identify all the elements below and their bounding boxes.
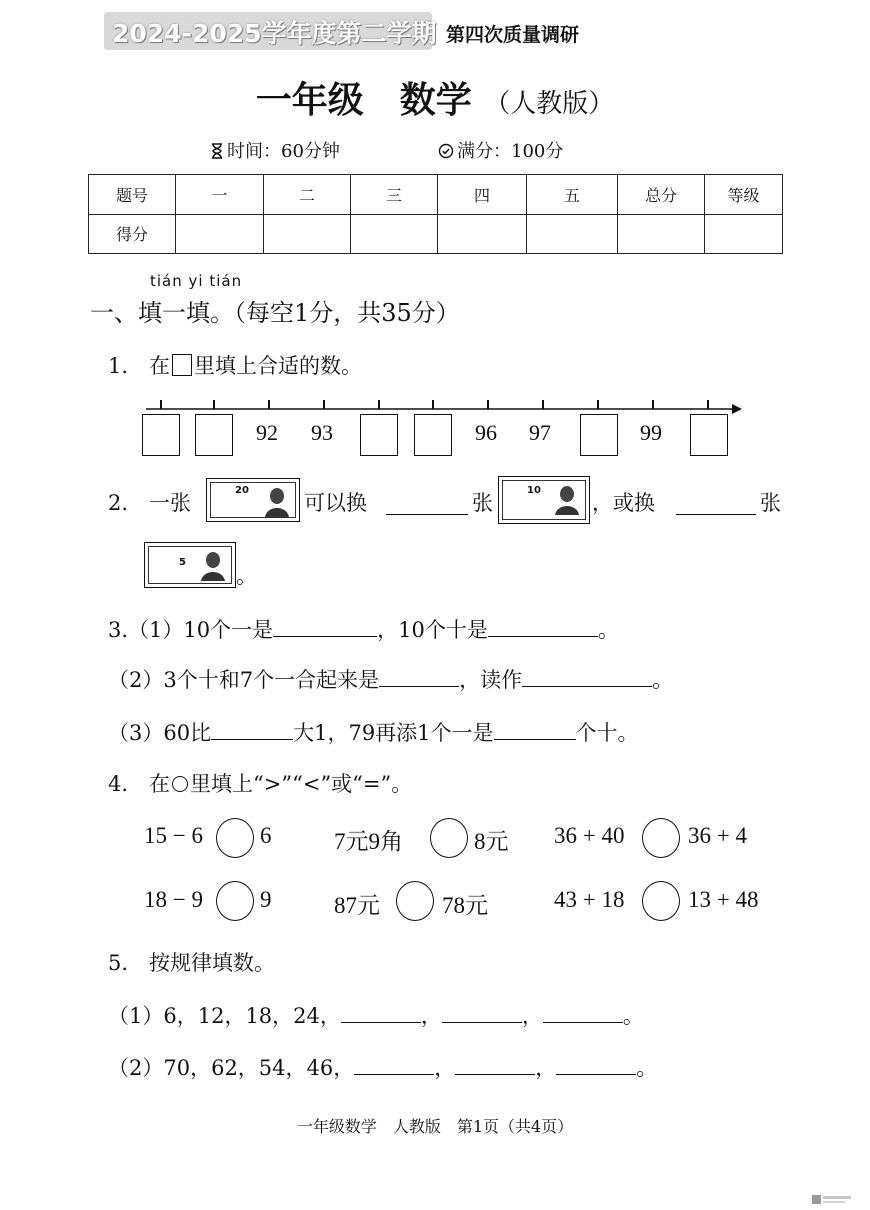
answer-blank[interactable]	[442, 1004, 522, 1023]
q2-part-d: ，或换	[592, 491, 655, 515]
q5-end: 。	[636, 1056, 658, 1080]
q3-line-1	[108, 614, 619, 644]
q5-line-1	[108, 1000, 644, 1030]
number-line-tick	[213, 400, 215, 409]
compare-right: 36 + 4	[688, 823, 747, 848]
score-cell: 等级	[705, 175, 783, 215]
check-circle-icon	[438, 143, 454, 159]
banknote-20-yuan	[206, 478, 300, 522]
q3-text: （2）3个十和7个一合起来是	[108, 668, 380, 692]
answer-blank[interactable]	[386, 496, 468, 515]
banknote-5-yuan	[144, 542, 236, 588]
question-4	[108, 768, 412, 798]
section-pinyin: tián yi tián	[150, 272, 243, 290]
number-line-value: 96	[475, 420, 497, 445]
q2-part-f: 。	[236, 564, 257, 588]
answer-blank[interactable]	[522, 668, 652, 687]
score-cell: 一	[176, 175, 264, 215]
answer-blank[interactable]	[676, 496, 756, 515]
number-line-tick	[323, 400, 325, 409]
number-line-tick	[378, 400, 380, 409]
number-line	[144, 398, 746, 414]
page-title	[0, 72, 870, 123]
term-banner-text: 2024-2025学年度第二学期	[112, 19, 437, 48]
answer-blank[interactable]	[211, 721, 293, 740]
q3-line-2	[108, 664, 673, 694]
full-score	[438, 137, 563, 163]
score-cell: 题号	[89, 175, 176, 215]
score-text: 满分：100分	[457, 141, 564, 162]
score-input-cell[interactable]	[264, 214, 351, 254]
hourglass-icon	[210, 143, 224, 159]
compare-left: 36 + 40	[554, 823, 625, 848]
compare-circle[interactable]	[642, 881, 680, 921]
compare-circle[interactable]	[396, 881, 434, 921]
compare-right: 9	[260, 887, 272, 912]
score-input-cell[interactable]	[705, 214, 783, 254]
number-line-tick	[487, 400, 489, 409]
compare-left: 43 + 18	[554, 887, 625, 912]
score-table	[88, 174, 783, 254]
q3-text: 。	[652, 668, 674, 692]
score-input-cell[interactable]	[438, 214, 527, 254]
title-main: 一年级 数学	[255, 80, 472, 121]
bill-value: 10	[527, 485, 541, 496]
number-line-value: 93	[311, 420, 333, 445]
answer-blank[interactable]	[273, 618, 377, 637]
q3-text: ，10个十是	[377, 618, 488, 642]
time-text: 时间：60分钟	[227, 141, 340, 162]
q5-sep: ，	[420, 1004, 442, 1028]
compare-right: 8元	[474, 829, 509, 854]
number-line-value: 97	[529, 420, 551, 445]
number-line-tick	[597, 400, 599, 409]
portrait-icon	[199, 549, 227, 581]
answer-blank[interactable]	[556, 1056, 636, 1075]
q1-prefix: 1. 在	[108, 354, 171, 378]
answer-blank[interactable]	[543, 1004, 623, 1023]
q3-text: 3.（1）10个一是	[108, 618, 274, 642]
number-line-tick	[542, 400, 544, 409]
q2-part-c: 张	[472, 491, 493, 515]
score-cell: 总分	[618, 175, 705, 215]
answer-blank[interactable]	[379, 668, 459, 687]
q3-text: ，读作	[459, 668, 523, 692]
number-line-answer-box[interactable]	[580, 414, 618, 456]
compare-left: 18 − 9	[144, 887, 203, 912]
square-box-icon	[172, 354, 192, 376]
compare-circle[interactable]	[216, 818, 254, 858]
portrait-icon	[263, 485, 291, 517]
banknote-10-yuan	[498, 476, 590, 524]
q4-suffix: 里填上“>”“<”或“=”。	[190, 772, 413, 796]
compare-right: 78元	[442, 893, 488, 918]
compare-right: 6	[260, 823, 272, 848]
score-table-header-row	[89, 175, 783, 215]
exam-time	[210, 137, 340, 163]
q2-part-b: 可以换	[304, 491, 367, 515]
q5-sep: ，	[535, 1056, 557, 1080]
exam-edition: 第四次质量调研	[446, 24, 580, 46]
score-input-cell[interactable]	[351, 214, 438, 254]
bill-value: 5	[179, 557, 186, 568]
number-line-answer-box[interactable]	[195, 414, 233, 456]
score-input-cell[interactable]	[527, 214, 618, 254]
compare-right: 13 + 48	[688, 887, 759, 912]
portrait-icon	[553, 483, 581, 515]
watermark-logo-icon	[812, 1194, 852, 1206]
score-cell: 三	[351, 175, 438, 215]
number-line-tick	[432, 400, 434, 409]
question-1	[108, 350, 362, 380]
q4-prefix: 4. 在	[108, 772, 171, 796]
score-cell: 二	[264, 175, 351, 215]
q5-sep: ，	[521, 1004, 543, 1028]
number-line-tick	[707, 400, 709, 409]
compare-left: 87元	[334, 893, 380, 918]
number-line-answer-box[interactable]	[142, 414, 180, 456]
q3-text: 。	[597, 618, 619, 642]
number-line-answer-box[interactable]	[414, 414, 452, 456]
title-sub: （人教版）	[484, 89, 615, 119]
number-line-value: 92	[256, 420, 278, 445]
score-table-score-row	[89, 214, 783, 254]
score-cell: 四	[438, 175, 527, 215]
bill-value: 20	[235, 485, 249, 496]
q3-text: 个十。	[575, 721, 639, 745]
section-title: 一、填一填。（每空1分，共35分）	[90, 299, 460, 327]
q1-suffix: 里填上合适的数。	[194, 354, 363, 378]
circle-icon	[172, 776, 188, 792]
compare-left: 15 − 6	[144, 823, 203, 848]
q5-sequence: （1）6，12，18，24，	[108, 1004, 341, 1028]
q5-sequence: （2）70，62，54，46，	[108, 1056, 355, 1080]
compare-circle[interactable]	[642, 818, 680, 858]
q3-text: 大1，79再添1个一是	[293, 721, 494, 745]
score-cell: 得分	[89, 214, 176, 254]
number-line-tick	[268, 400, 270, 409]
answer-blank[interactable]	[494, 721, 576, 740]
number-line-tick	[160, 400, 162, 409]
score-cell: 五	[527, 175, 618, 215]
q5-line-2	[108, 1052, 657, 1082]
number-line-value: 99	[640, 420, 662, 445]
answer-blank[interactable]	[455, 1056, 535, 1075]
q2-part-e: 张	[760, 491, 781, 515]
q3-line-3	[108, 717, 639, 747]
compare-left: 7元9角	[334, 829, 403, 854]
number-line-answer-box[interactable]	[690, 414, 728, 456]
number-line-answer-box[interactable]	[360, 414, 398, 456]
answer-blank[interactable]	[488, 618, 598, 637]
compare-circle[interactable]	[216, 881, 254, 921]
q2-part-a: 2. 一张	[108, 491, 192, 515]
q5-title: 5. 按规律填数。	[108, 951, 276, 975]
page-footer: 一年级数学 人教版 第1页（共4页）	[296, 1117, 574, 1136]
q5-sep: ，	[434, 1056, 456, 1080]
score-input-cell[interactable]	[176, 214, 264, 254]
number-line-tick	[652, 400, 654, 409]
q5-end: 。	[622, 1004, 644, 1028]
answer-blank[interactable]	[354, 1056, 434, 1075]
score-input-cell[interactable]	[618, 214, 705, 254]
compare-circle[interactable]	[430, 818, 468, 858]
answer-blank[interactable]	[341, 1004, 421, 1023]
q3-text: （3）60比	[108, 721, 212, 745]
